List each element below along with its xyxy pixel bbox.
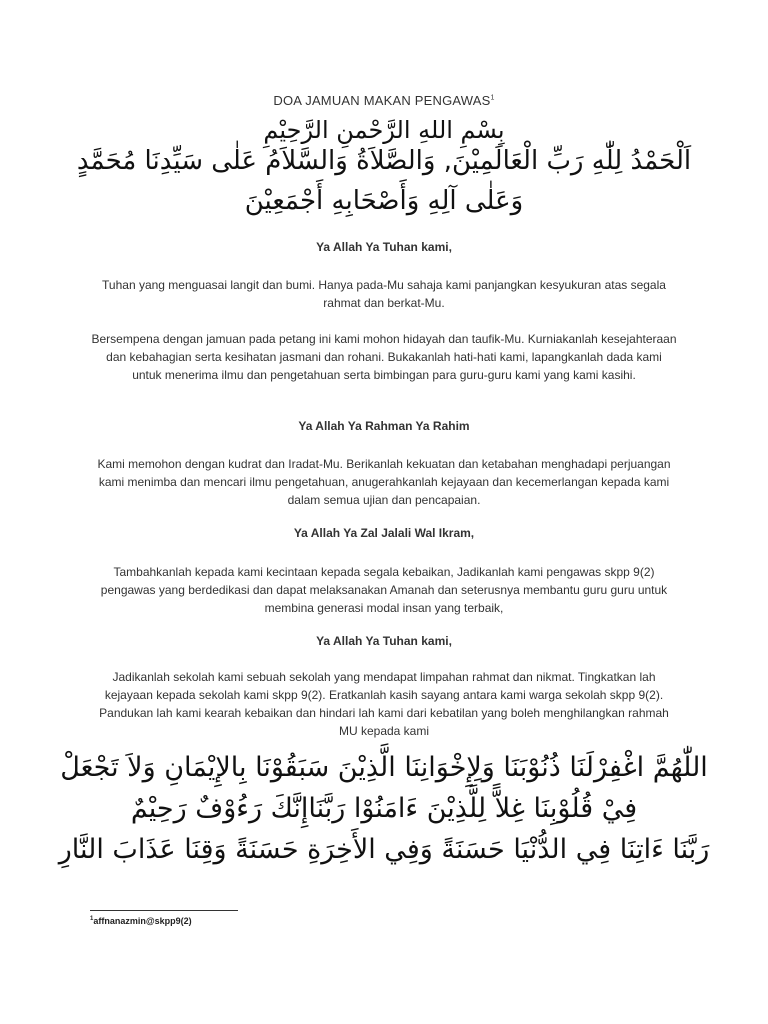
footnote-reference: 1 (490, 94, 495, 102)
footnote-divider (90, 910, 238, 911)
section-heading: Ya Allah Ya Tuhan kami, (316, 634, 452, 648)
paragraph: Tuhan yang menguasai langit dan bumi. Hanya pada-Mu sahaja kami panjangkan kesyukuran atas segala rahmat dan berkat-Mu. (102, 278, 666, 310)
arabic-opening-line-1: اَلْحَمْدُ لِلّٰهِ رَبِّ الْعَالَمِيْنَ, وَالصَّلاَةُ وَالسَّلاَمُ عَلٰى سَيِّدِنَا مُحَمَّدٍ (76, 146, 692, 176)
section-heading: Ya Allah Ya Rahman Ya Rahim (298, 419, 470, 433)
paragraph: Jadikanlah sekolah kami sebuah sekolah yang mendapat limpahan rahmat dan nikmat. Tingkatkan lah kejayaan kepada sekolah kami skpp 9(2). Eratkanlah kasih sayang antara kami warga sekolah skpp 9(2). Pandukan lah kami kearah kebaikan dan hindari lah kami dari kebatilan yang boleh menghilangkan rahmah MU kepada kami (99, 670, 669, 738)
arabic-closing-line-1: اللّٰهُمَّ اغْفِرْلَنَا ذُنُوْبَنَا وَلِإِخْوَانِنَا الَّذِيْنَ سَبَقُوْنَا بِالإِيْمَانِ وَلاَ تَجْعَلْ (60, 752, 708, 783)
footnote-mark: 1 (90, 916, 94, 922)
paragraph: Kami memohon dengan kudrat dan Iradat-Mu. Berikanlah kekuatan dan ketabahan menghadapi perjuangan kami menimba dan mencari ilmu pengetahuan, anugerahkanlah kejayaan dan kecemerlangan kepada kami dalam semua ujian dan pencapaian. (97, 457, 671, 507)
footnote-text: affnanazmin@skpp9(2) (93, 916, 192, 926)
arabic-closing-line-3: رَبَّنَا ءَاتِنَا فِي الدُّنْيَا حَسَنَةً وَفِي الأَخِرَةِ حَسَنَةً وَقِنَا عَذَابَ النَّارِ (58, 834, 710, 865)
arabic-basmalah: بِسْمِ اللهِ الرَّحْمنِ الرَّحِيْمِ (263, 116, 505, 144)
page-title (0, 93, 768, 108)
footnote (90, 916, 192, 926)
paragraph: Tambahkanlah kepada kami kecintaan kepada segala kebaikan, Jadikanlah kami pengawas skpp 9(2) pengawas yang berdedikasi dan dapat melaksanakan Amanah dan seterusnya membantu guru guru untuk membina generasi modal insan yang terbaik, (100, 565, 668, 615)
arabic-opening-line-2: وَعَلٰى آلِهِ وَأَصْحَابِهِ أَجْمَعِيْنَ (244, 186, 524, 216)
paragraph: Bersempena dengan jamuan pada petang ini kami mohon hidayah dan taufik-Mu. Kurniakanlah kesejahteraan dan kebahagian serta kesihatan jasmani dan rohani. Bukakanlah hati-hati kami, lapangkanlah dada kami untuk menerima ilmu dan pengetahuan serta bimbingan para guru-guru kami yang kami kasihi. (91, 332, 677, 382)
arabic-closing-line-2: فِيْ قُلُوْبِنَا غِلاًّ لِلَّذِيْنَ ءَامَنُوْا رَبَّنَاإِنَّكَ رَءُوْفٌ رَحِيْمٌ (130, 793, 638, 824)
section-heading: Ya Allah Ya Tuhan kami, (316, 240, 452, 254)
section-heading: Ya Allah Ya Zal Jalali Wal Ikram, (293, 526, 475, 540)
title-text: DOA JAMUAN MAKAN PENGAWAS (273, 93, 491, 108)
